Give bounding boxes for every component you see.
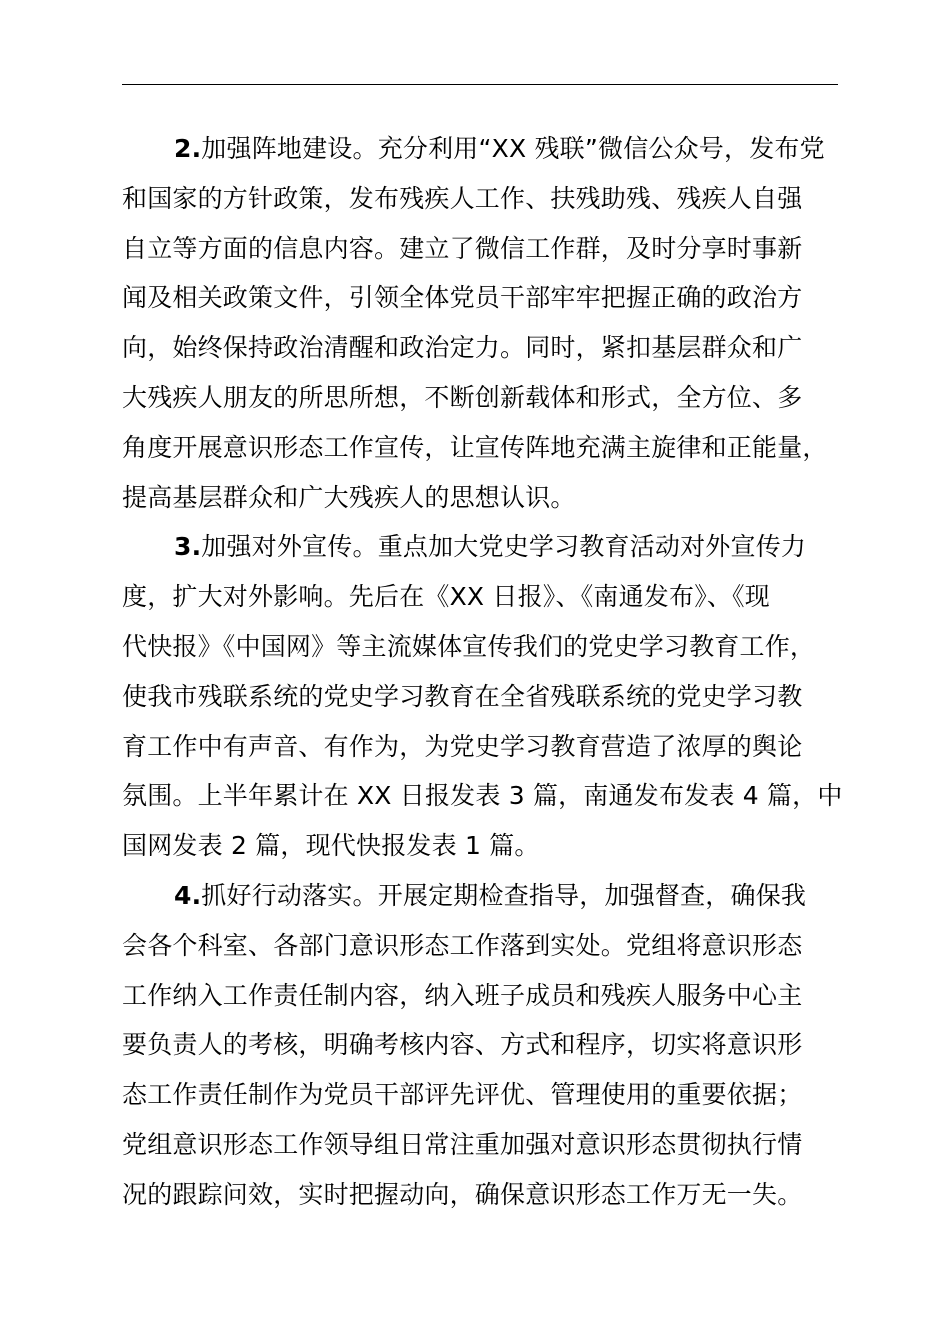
paragraph-line: 4.抓好行动落实。开展定期检查指导，加强督查，确保我 <box>174 880 807 910</box>
paragraph-line: 3.加强对外宣传。重点加大党史学习教育活动对外宣传力 <box>174 532 807 562</box>
paragraph-line: 大残疾人朋友的所思所想，不断创新载体和形式，全方位、多 <box>122 382 803 412</box>
paragraph-line: 使我市残联系统的党史学习教育在全省残联系统的党史学习教 <box>122 681 803 711</box>
paragraph-2 <box>122 124 844 522</box>
paragraph-line: 向，始终保持政治清醒和政治定力。同时，紧扣基层群众和广 <box>122 333 803 363</box>
paragraph-3 <box>122 522 844 871</box>
paragraph-number: 3. <box>174 532 202 562</box>
paragraph-line: 代快报》《中国网》等主流媒体宣传我们的党史学习教育工作， <box>122 631 816 661</box>
paragraph-4 <box>122 871 844 1220</box>
paragraph-line: 角度开展意识形态工作宣传，让宣传阵地充满主旋律和正能量， <box>122 432 828 462</box>
paragraph-line: 要负责人的考核，明确考核内容、方式和程序，切实将意识形 <box>122 1030 803 1060</box>
paragraph-line: 提高基层群众和广大残疾人的思想认识。 <box>122 482 576 512</box>
paragraph-line: 氛围。上半年累计在 XX 日报发表 3 篇，南通发布发表 4 篇，中 <box>122 781 843 811</box>
paragraph-line: 工作纳入工作责任制内容，纳入班子成员和残疾人服务中心主 <box>122 980 803 1010</box>
paragraph-line: 2.加强阵地建设。充分利用“XX 残联”微信公众号，发布党 <box>174 134 825 163</box>
paragraph-line: 度，扩大对外影响。先后在《XX 日报》、《南通发布》、《现 <box>122 582 771 612</box>
header-rule <box>122 84 838 85</box>
paragraph-line: 况的跟踪问效，实时把握动向，确保意识形态工作万无一失。 <box>122 1179 803 1209</box>
paragraph-line: 党组意识形态工作领导组日常注重加强对意识形态贯彻执行情 <box>122 1129 803 1159</box>
paragraph-number: 4. <box>174 880 202 910</box>
document-body <box>122 124 844 1220</box>
paragraph-line: 国网发表 2 篇，现代快报发表 1 篇。 <box>122 831 540 861</box>
paragraph-number: 2. <box>174 134 202 163</box>
paragraph-line: 育工作中有声音、有作为，为党史学习教育营造了浓厚的舆论 <box>122 731 803 761</box>
paragraph-line: 自立等方面的信息内容。建立了微信工作群，及时分享时事新 <box>122 233 803 263</box>
paragraph-line: 闻及相关政策文件，引领全体党员干部牢牢把握正确的政治方 <box>122 283 803 313</box>
paragraph-line: 和国家的方针政策，发布残疾人工作、扶残助残、残疾人自强 <box>122 183 803 213</box>
paragraph-line: 态工作责任制作为党员干部评先评优、管理使用的重要依据； <box>122 1080 803 1110</box>
paragraph-line: 会各个科室、各部门意识形态工作落到实处。党组将意识形态 <box>122 930 803 960</box>
